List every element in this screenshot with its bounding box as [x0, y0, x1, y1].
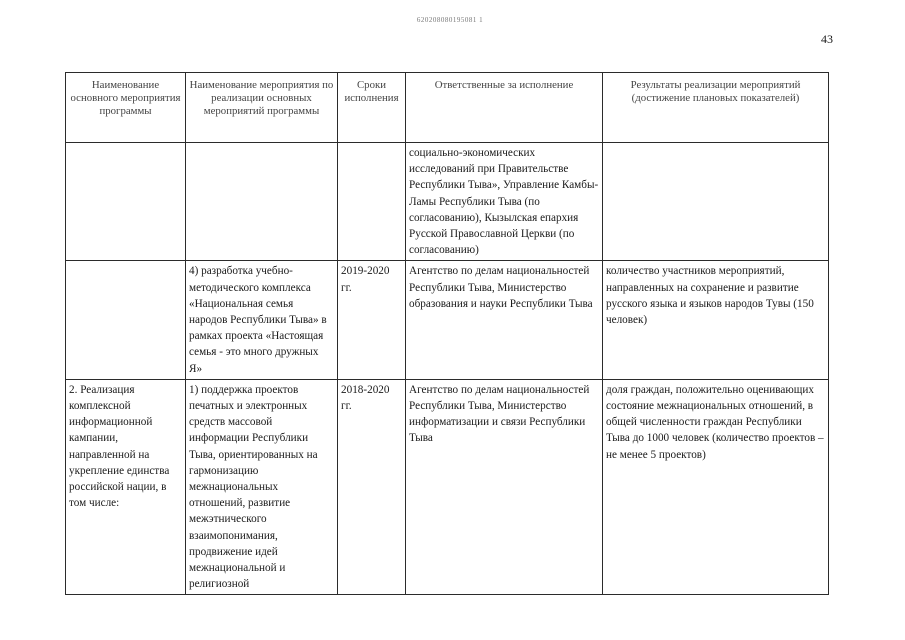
header-result: Результаты реализации мероприятий (достижение плановых показателей) — [603, 73, 829, 143]
cell-activity: 1) поддержка проектов печатных и электронных средств массовой информации Республики Тыва, ориентированных на гармонизацию межнациональных отношений, развитие межэтнического взаимопонимания, продвижение идей межнациональной и религиозной — [186, 379, 338, 595]
cell-activity — [186, 143, 338, 261]
header-main-activity: Наименование основного мероприятия программы — [66, 73, 186, 143]
page-number: 43 — [821, 32, 833, 46]
cell-term: 2019-2020 гг. — [338, 261, 406, 379]
cell-result — [603, 143, 829, 261]
table-row — [66, 379, 829, 595]
header-term: Сроки исполнения — [338, 73, 406, 143]
cell-main — [66, 143, 186, 261]
cell-main — [66, 261, 186, 379]
cell-responsible: Агентство по делам национальностей Республики Тыва, Министерство информатизации и связи Республики Тыва — [406, 379, 603, 595]
cell-activity: 4) разработка учебно-методического комплекса «Национальная семья народов Республики Тыва» в рамках проекта «Настоящая семья - это много дружных Я» — [186, 261, 338, 379]
table-row — [66, 143, 829, 261]
header-activity: Наименование мероприятия по реализации основных мероприятий программы — [186, 73, 338, 143]
table-header-row — [66, 73, 829, 143]
cell-result: количество участников мероприятий, направленных на сохранение и развитие русского языка и языков народов Тувы (150 человек) — [603, 261, 829, 379]
program-table — [65, 72, 829, 595]
cell-term — [338, 143, 406, 261]
table-row — [66, 261, 829, 379]
cell-main: 2. Реализация комплексной информационной кампании, направленной на укрепление единства российской нации, в том числе: — [66, 379, 186, 595]
cell-result: доля граждан, положительно оценивающих состояние межнациональных отношений, в общей численности граждан Республики Тыва до 1000 человек (количество проектов – не менее 5 проектов) — [603, 379, 829, 595]
header-responsible: Ответственные за исполнение — [406, 73, 603, 143]
cell-responsible: социально-экономических исследований при Правительстве Республики Тыва», Управление Камбы-Ламы Республики Тыва (по согласованию), Кызылская епархия Русской Православной Церкви (по согласованию) — [406, 143, 603, 261]
cell-term: 2018-2020 гг. — [338, 379, 406, 595]
document-id: 620208080195081 1 — [416, 16, 484, 24]
cell-responsible: Агентство по делам национальностей Республики Тыва, Министерство образования и науки Республики Тыва — [406, 261, 603, 379]
